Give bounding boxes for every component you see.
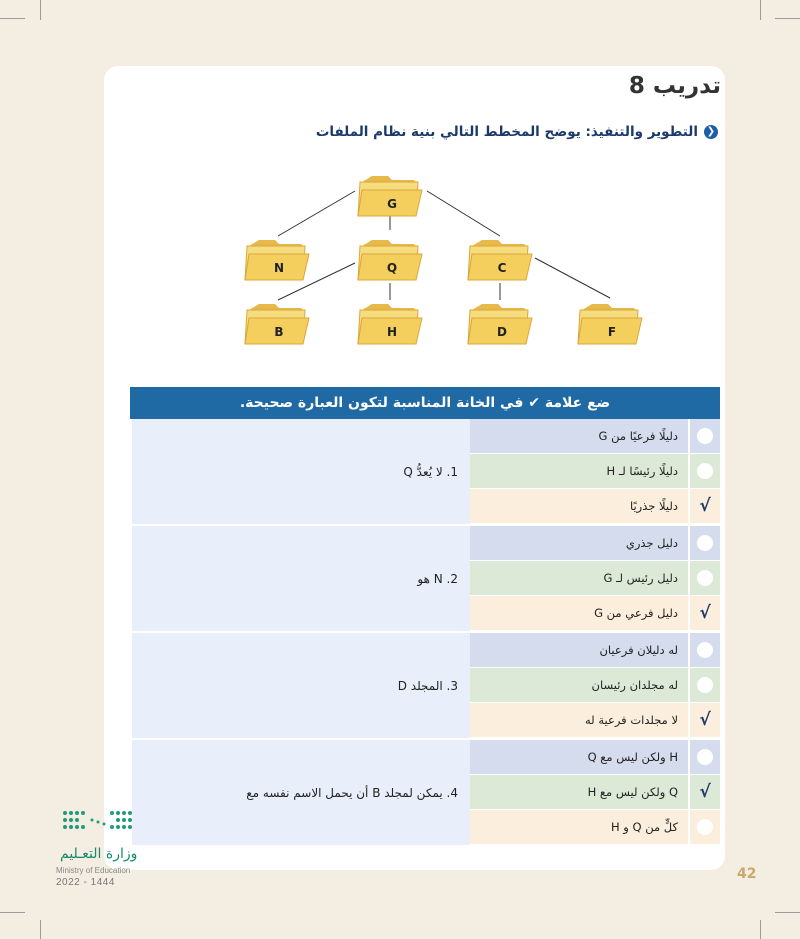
statement-cell: 1. لا يُعدُّ Q: [130, 419, 470, 524]
folder-label: N: [273, 261, 285, 275]
empty-circle-icon: [697, 428, 713, 444]
option-text: دليل جذري: [625, 536, 678, 550]
instruction-text: التطوير والتنفيذ: يوضح المخطط التالي بنية نظام الملفات: [315, 124, 698, 140]
option-text: دليل فرعي من G: [594, 606, 678, 620]
folder-label: D: [497, 325, 507, 339]
options-list: [470, 526, 720, 631]
exercise-table: [130, 387, 720, 847]
answer-checkbox[interactable]: [688, 703, 720, 737]
option-row: [470, 419, 720, 454]
option-row: [470, 489, 720, 524]
folder-icon: [358, 240, 422, 280]
option-row: [470, 668, 720, 703]
question-row: [130, 740, 720, 847]
empty-circle-icon: [697, 463, 713, 479]
folder-label: B: [274, 325, 284, 339]
option-text: Q ولكن ليس مع H: [587, 785, 678, 799]
option-row: [470, 775, 720, 810]
option-row: [470, 810, 720, 845]
option-row: [470, 740, 720, 775]
option-text: لا مجلدات فرعية له: [585, 713, 678, 727]
option-text: دليلًا رئيسًا لـ H: [606, 464, 678, 478]
statement-cell: 3. المجلد D: [130, 633, 470, 738]
year-label: 2022 - 1444: [56, 877, 115, 888]
empty-circle-icon: [697, 535, 713, 551]
answer-checkbox[interactable]: [688, 561, 720, 595]
options-list: [470, 740, 720, 845]
options-list: [470, 633, 720, 738]
page-number: 42: [737, 866, 757, 882]
empty-circle-icon: [697, 677, 713, 693]
option-text: دليل رئيس لـ G: [603, 571, 678, 585]
question-row: [130, 633, 720, 740]
option-row: [470, 596, 720, 631]
answer-checkbox[interactable]: [688, 526, 720, 560]
option-text: له مجلدان رئيسان: [591, 678, 678, 692]
folder-icon: [468, 240, 532, 280]
crop-mark: [775, 18, 800, 19]
crop-mark: [40, 920, 41, 939]
empty-circle-icon: [697, 570, 713, 586]
option-row: [470, 703, 720, 738]
statement-cell: 2. N هو: [130, 526, 470, 631]
option-text: H ولكن ليس مع Q: [587, 750, 678, 764]
ministry-name-english: Ministry of Education: [56, 866, 131, 875]
option-row: [470, 561, 720, 596]
crop-mark: [0, 18, 25, 19]
crop-mark: [0, 912, 25, 913]
file-tree-diagram: [230, 168, 650, 348]
option-row: [470, 633, 720, 668]
options-list: [470, 419, 720, 524]
folder-icon: [245, 240, 309, 280]
option-text: له دليلان فرعيان: [599, 643, 678, 657]
option-text: دليلًا جذريًا: [629, 499, 678, 513]
table-body: [130, 419, 720, 847]
answer-checkbox[interactable]: [688, 489, 720, 523]
answer-checkbox[interactable]: [688, 668, 720, 702]
statement-cell: 4. يمكن لمجلد B أن يحمل الاسم نفسه مع: [130, 740, 470, 845]
checkmark-icon: √: [699, 603, 711, 623]
checkmark-icon: √: [699, 710, 711, 730]
tree-connectors: [278, 191, 610, 300]
answer-checkbox[interactable]: [688, 633, 720, 667]
option-row: [470, 526, 720, 561]
crop-mark: [760, 920, 761, 939]
crop-mark: [775, 912, 800, 913]
answer-checkbox[interactable]: [688, 419, 720, 453]
empty-circle-icon: [697, 642, 713, 658]
empty-circle-icon: [697, 749, 713, 765]
option-text: كلٍّ من Q و H: [610, 820, 678, 834]
ministry-logo-icon: [60, 808, 150, 838]
folder-icon: [358, 304, 422, 344]
answer-checkbox[interactable]: [688, 454, 720, 488]
table-header: [130, 387, 720, 419]
answer-checkbox[interactable]: [688, 740, 720, 774]
folder-label: C: [497, 261, 507, 275]
crop-mark: [40, 0, 41, 20]
folder-label: F: [607, 325, 617, 339]
folder-label: H: [386, 325, 398, 339]
answer-checkbox[interactable]: [688, 810, 720, 844]
folder-icon: [468, 304, 532, 344]
option-row: [470, 454, 720, 489]
answer-checkbox[interactable]: [688, 775, 720, 809]
checkmark-icon: √: [699, 496, 711, 516]
empty-circle-icon: [697, 819, 713, 835]
folder-icon: [578, 304, 642, 344]
folder-label: G: [387, 197, 397, 211]
ministry-name-arabic: وزارة التعـليم: [60, 846, 138, 862]
answer-checkbox[interactable]: [688, 596, 720, 630]
folder-icon: [358, 176, 422, 216]
folder-label: Q: [386, 261, 398, 275]
crop-mark: [760, 0, 761, 20]
checkmark-icon: √: [699, 782, 711, 802]
exercise-instruction: [316, 124, 718, 140]
folder-icon: [245, 304, 309, 344]
question-row: [130, 526, 720, 633]
chevron-icon: ❮: [704, 125, 718, 139]
question-row: [130, 419, 720, 526]
page-title: تدريب 8: [628, 73, 721, 99]
table-header-text: ضع علامة ✔ في الخانة المناسبة لتكون العبارة صحيحة.: [239, 395, 611, 411]
option-text: دليلًا فرعيًا من G: [598, 429, 678, 443]
